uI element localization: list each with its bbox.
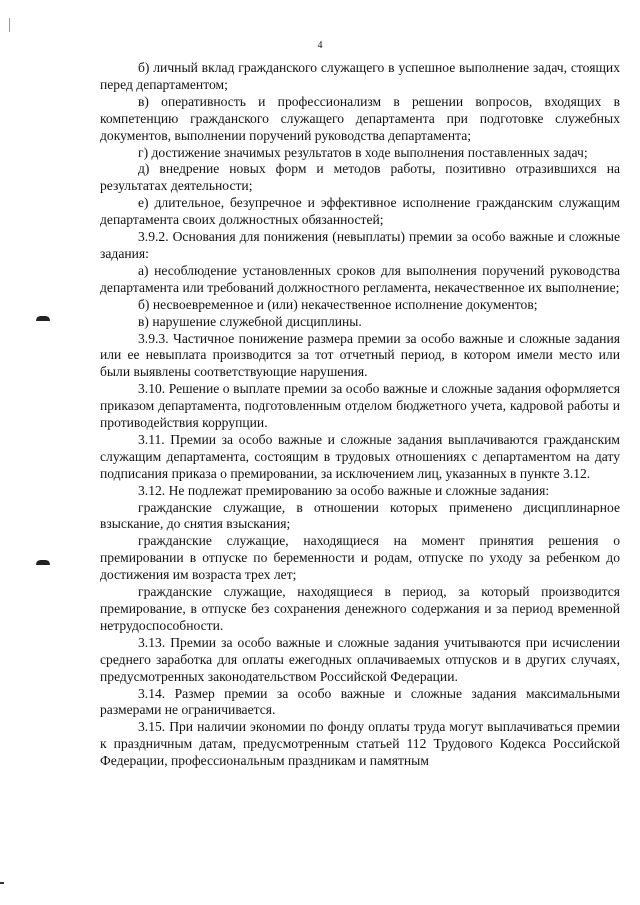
paragraph: 3.13. Премии за особо важные и сложные задания учитываются при исчислении среднего заработка для оплаты ежегодных оплачиваемых отпусков и в других случаях, предусмотренных законодательством Российской Федерации. [100,634,620,684]
paragraph: е) длительное, безупречное и эффективное исполнение гражданским служащим департамента своих должностных обязанностей; [100,195,620,228]
paragraph: 3.11. Премии за особо важные и сложные задания выплачиваются гражданским служащим департамента, состоящим в трудовых отношениях с департаментом на дату подписания приказа о премировании, за исключением лиц, указанных в пункте 3.12. [100,431,620,481]
binding-hole-mark [36,560,50,565]
paragraph: б) несвоевременное и (или) некачественное исполнение документов; [138,296,538,312]
scan-edge-mark [0,882,4,884]
paragraph: д) внедрение новых форм и методов работы, позитивно отразившихся на результатах деятельности; [100,161,620,194]
paragraph: г) достижение значимых результатов в ходе выполнения поставленных задач; [138,144,588,160]
binding-hole-mark [36,316,50,321]
paragraph: 3.12. Не подлежат премированию за особо важные и сложные задания: [138,482,550,498]
paragraph: 3.15. При наличии экономии по фонду оплаты труда могут выплачиваться премии к праздничным датам, предусмотренным статьей 112 Трудового Кодекса Российской Федерации, профессиональным праздникам и памятным [100,719,620,769]
paragraph: гражданские служащие, находящиеся в период, за который производится премирование, в отпуске без сохранения денежного содержания и за период временной нетрудоспособности. [100,584,620,633]
page-number: 4 [317,40,323,51]
paragraph: гражданские служащие, находящиеся на момент принятия решения о премировании в отпуске по беременности и родам, отпуске по уходу за ребенком до достижения им возраста трех лет; [100,533,620,583]
paragraph: б) личный вклад гражданского служащего в успешное выполнение задач, стоящих перед департаментом; [100,60,620,92]
paragraph: 3.9.3. Частичное понижение размера премии за особо важные и сложные задания или ее невыплата производится за тот отчетный период, в котором имели место или были выявлены соответствующие нарушения. [100,330,620,380]
paragraph: а) несоблюдение установленных сроков для выполнения поручений руководства департамента или требований должностного регламента, некачественное их выполнение; [100,262,620,295]
paragraph: 3.14. Размер премии за особо важные и сложные задания максимальными размерами не ограничивается. [100,685,620,718]
paragraph: в) нарушение служебной дисциплины. [138,313,362,329]
paragraph: 3.9.2. Основания для понижения (невыплаты) премии за особо важные и сложные задания: [100,229,620,261]
paragraph: в) оперативность и профессионализм в решении вопросов, входящих в компетенцию гражданского служащего департамента при подготовке служебных документов, выполнении поручений руководства департамента; [100,93,620,143]
paragraph: 3.10. Решение о выплате премии за особо важные и сложные задания оформляется приказом департамента, подготовленным отделом бюджетного учета, кадровой работы и противодействия коррупции. [100,381,620,431]
scan-edge-mark [9,18,10,32]
paragraph: гражданские служащие, в отношении которых применено дисциплинарное взыскание, до снятия взыскания; [100,499,620,532]
document-body [100,60,620,770]
